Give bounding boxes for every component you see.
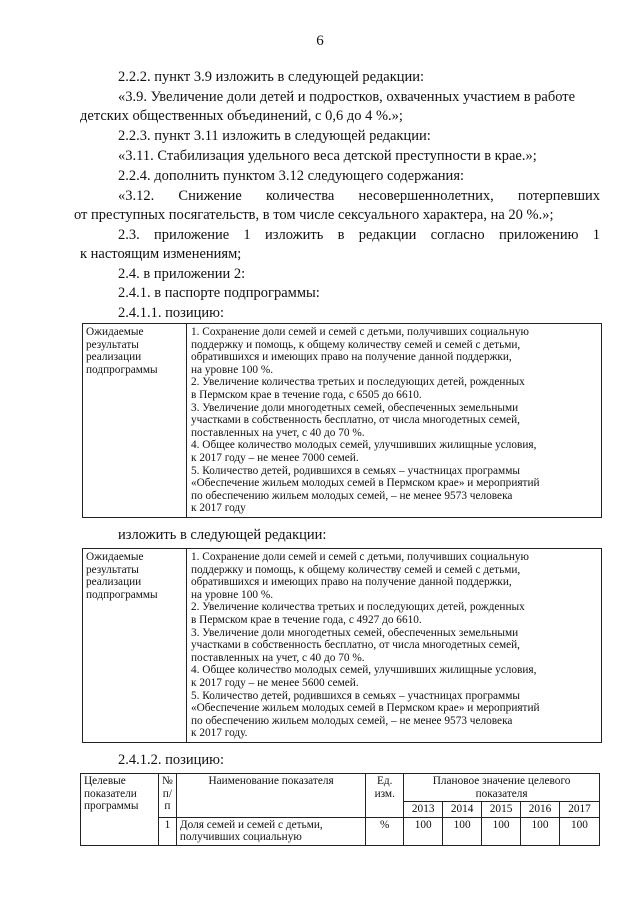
header-target-indicators: Целевые показатели программы [81, 774, 159, 846]
paragraph-2-3-line1: 2.3. приложение 1 изложить в редакции согласно приложению 1 [118, 227, 600, 243]
text-line: по обеспечению жильем молодых семей, – не менее 9573 человека [191, 714, 513, 727]
text-line: 2. Увеличение количества третьих и последующих детей, рожденных [191, 601, 525, 614]
paragraph-new-edition: изложить в следующей редакции: [118, 527, 327, 543]
expected-results-label: Ожидаемые результаты реализации подпрограммы [83, 324, 187, 517]
text-line: 1. Сохранение доли семей и семей с детьми, получивших социальную [191, 326, 529, 338]
header-year: 2016 [521, 802, 560, 818]
header-unit: Ед. изм. [366, 774, 404, 818]
text-line: к 2017 году – не менее 7000 семей. [191, 451, 359, 464]
text-line: участками в собственность бесплатно, от числа многодетных семей, [191, 639, 520, 652]
text-line: 3. Увеличение доли многодетных семей, обеспеченных земельными [191, 626, 519, 639]
text-line: 1. Сохранение доли семей и семей с детьми, получивших социальную [191, 551, 529, 563]
quote-3-12-line2: от преступных посягательств, в том числе сексуального характера, на 20 %.»; [74, 207, 554, 223]
text-line: поставленных на учет, с 40 до 70 %. [191, 651, 365, 664]
header-year: 2014 [443, 802, 482, 818]
text-line: 4. Общее количество молодых семей, улучшивших жилищные условия, [191, 664, 537, 677]
row-number: 1 [158, 817, 176, 845]
paragraph-2-4: 2.4. в приложении 2: [118, 266, 246, 282]
text-line: обратившихся и имеющих право на получение данной поддержки, [191, 576, 512, 589]
paragraph-2-2-4: 2.2.4. дополнить пунктом 3.12 следующего содержания: [118, 168, 465, 184]
quote-3-9-line2: детских общественных объединений, с 0,6 до 4 %.»; [80, 108, 403, 124]
text-line: по обеспечению жильем молодых семей, – не менее 9573 человека [191, 489, 513, 502]
text-line: поддержку и помощь, к общему количеству семей и семей с детьми, [191, 563, 521, 576]
table-row [81, 817, 600, 845]
row-value: 100 [482, 817, 521, 845]
header-plan-value: Плановое значение целевого показателя [404, 774, 600, 802]
row-value: 100 [443, 817, 482, 845]
row-value: 100 [521, 817, 560, 845]
text-line: на уровне 100 %. [191, 363, 274, 376]
expected-results-text [187, 549, 601, 742]
expected-results-new-box [82, 548, 602, 743]
quote-3-9-line1: «3.9. Увеличение доли детей и подростков, охваченных участием в работе [118, 89, 576, 105]
text-line: к 2017 году – не менее 5600 семей. [191, 676, 359, 689]
paragraph-2-4-1: 2.4.1. в паспорте подпрограммы: [118, 285, 320, 301]
paragraph-2-3-line2: к настоящим изменениям; [80, 246, 242, 262]
quote-3-12-line1: «3.12. Снижение количества несовершеннолетних, потерпевших [118, 188, 600, 204]
row-value: 100 [559, 817, 599, 845]
text-line: к 2017 году [191, 502, 246, 515]
text-line: на уровне 100 %. [191, 588, 274, 601]
text-line: в Пермском крае в течение года, с 6505 до 6610. [191, 388, 422, 401]
header-year: 2013 [404, 802, 443, 818]
text-line: 3. Увеличение доли многодетных семей, обеспеченных земельными [191, 401, 519, 414]
paragraph-2-4-1-1: 2.4.1.1. позицию: [118, 305, 225, 321]
expected-results-text [187, 324, 601, 517]
quote-3-11: «3.11. Стабилизация удельного веса детской преступности в крае.»; [118, 148, 537, 164]
header-indicator-name: Наименование показателя [176, 774, 365, 818]
text-line: обратившихся и имеющих право на получение данной поддержки, [191, 351, 512, 364]
row-unit: % [366, 817, 404, 845]
page-number: 6 [316, 33, 324, 49]
text-line: к 2017 году. [191, 727, 248, 740]
text-line: 2. Увеличение количества третьих и последующих детей, рожденных [191, 376, 525, 389]
text-line: «Обеспечение жильем молодых семей в Пермском крае» и мероприятий [191, 702, 540, 715]
expected-results-label: Ожидаемые результаты реализации подпрограммы [83, 549, 187, 742]
row-indicator-name: Доля семей и семей с детьми, получивших социальную [176, 817, 365, 845]
expected-results-old-box [82, 323, 602, 518]
text-line: 5. Количество детей, родившихся в семьях – участницах программы [191, 689, 520, 702]
text-line: поддержку и помощь, к общему количеству семей и семей с детьми, [191, 338, 521, 351]
text-line: 4. Общее количество молодых семей, улучшивших жилищные условия, [191, 439, 537, 452]
header-year: 2017 [559, 802, 599, 818]
paragraph-2-2-3: 2.2.3. пункт 3.11 изложить в следующей редакции: [118, 128, 431, 144]
target-indicators-table [80, 773, 600, 846]
text-line: участками в собственность бесплатно, от числа многодетных семей, [191, 414, 520, 427]
text-line: 5. Количество детей, родившихся в семьях – участницах программы [191, 464, 520, 477]
text-line: в Пермском крае в течение года, с 4927 до 6610. [191, 613, 422, 626]
paragraph-2-2-2: 2.2.2. пункт 3.9 изложить в следующей редакции: [118, 69, 425, 85]
paragraph-2-4-1-2: 2.4.1.2. позицию: [118, 752, 225, 768]
text-line: поставленных на учет, с 40 до 70 %. [191, 426, 365, 439]
text-line: «Обеспечение жильем молодых семей в Пермском крае» и мероприятий [191, 477, 540, 490]
header-year: 2015 [482, 802, 521, 818]
row-value: 100 [404, 817, 443, 845]
header-number: № п/п [158, 774, 176, 818]
